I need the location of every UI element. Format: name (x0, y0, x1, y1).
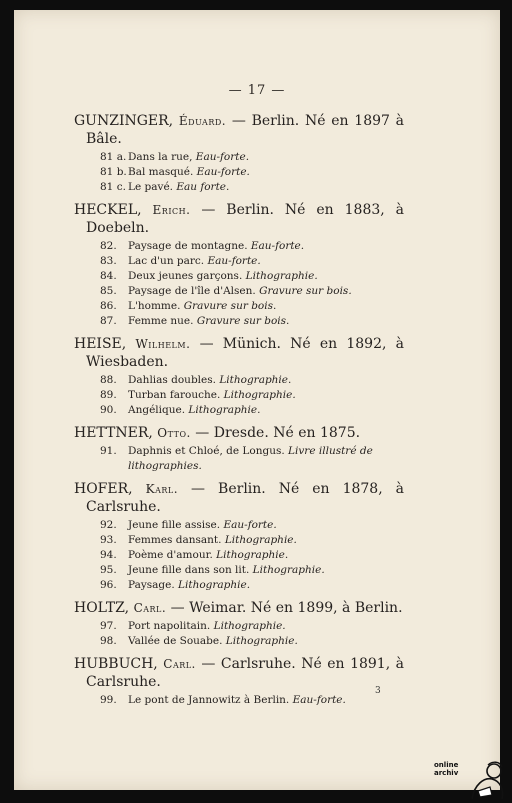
work-medium: Gravure sur bois. (259, 285, 352, 297)
artist-heading (74, 112, 404, 148)
work-medium: Eau-forte. (207, 255, 261, 267)
work-title: Lac d'un parc. (128, 255, 208, 267)
work-number: 95. (100, 564, 117, 576)
artist-first-name: Karl. (145, 482, 179, 496)
work-medium: Lithographie. (188, 404, 261, 416)
work-title: Le pont de Jannowitz à Berlin. (128, 694, 293, 706)
artist-entry (74, 599, 404, 649)
works-list (74, 619, 404, 649)
artist-name: GUNZINGER, (74, 113, 174, 129)
artist-entry (74, 112, 404, 195)
artist-first-name: Erich. (152, 203, 191, 217)
catalogue-entries (74, 112, 404, 714)
artist-heading (74, 480, 404, 516)
artist-name: HECKEL, (74, 202, 142, 218)
work-title: Angélique. (128, 404, 189, 416)
works-list (74, 150, 404, 195)
work-item (74, 388, 404, 403)
artist-entry (74, 201, 404, 329)
work-item (74, 563, 404, 578)
artist-name: HOLTZ, (74, 600, 130, 616)
artist-heading (74, 655, 404, 691)
work-medium: Eau-forte. (250, 240, 305, 252)
work-title: Deux jeunes garçons. (128, 270, 246, 282)
archive-logo (434, 755, 512, 803)
document-page (14, 10, 500, 790)
work-medium: Eau-forte. (195, 151, 250, 163)
logo-line-2: archiv (434, 769, 459, 777)
work-medium: Gravure sur bois. (183, 300, 277, 312)
work-medium: Lithographie. (213, 620, 286, 632)
works-list (74, 239, 404, 329)
work-item (74, 254, 404, 269)
artist-first-name: Carl. (133, 601, 167, 615)
work-title: Bal masqué. (128, 166, 197, 178)
work-item (74, 403, 404, 418)
work-item (74, 314, 404, 329)
work-item (74, 548, 404, 563)
work-title: Paysage de l'île d'Alsen. (128, 285, 260, 297)
work-medium: Lithographie. (178, 579, 251, 591)
work-title: Daphnis et Chloé, de Longus. (128, 445, 289, 457)
work-number: 81 c. (100, 181, 126, 193)
work-number: 92. (100, 519, 117, 531)
work-medium: Gravure sur bois. (196, 315, 290, 327)
artist-heading (74, 201, 404, 237)
work-medium: Lithographie. (219, 374, 292, 386)
artist-first-name: Otto. (157, 426, 191, 440)
work-number: 94. (100, 549, 117, 561)
work-number: 93. (100, 534, 117, 546)
work-title: Dans la rue, (128, 151, 196, 163)
artist-name: HOFER, (74, 481, 133, 497)
work-number: 98. (100, 635, 117, 647)
artist-name: HETTNER, (74, 425, 153, 441)
works-list (74, 373, 404, 418)
artist-entry (74, 480, 404, 593)
works-list (74, 518, 404, 593)
work-number: 91. (100, 445, 117, 457)
work-number: 88. (100, 374, 117, 386)
work-medium: Eau-forte. (292, 694, 346, 706)
artist-first-name: Éduard. (178, 114, 227, 128)
artist-details: — Dresde. Né en 1875. (190, 425, 361, 441)
work-number: 87. (100, 315, 117, 327)
work-number: 90. (100, 404, 117, 416)
work-item (74, 533, 404, 548)
work-medium: Livre illustré de lithographies. (128, 445, 373, 472)
work-item (74, 239, 404, 254)
artist-name: HEISE, (74, 336, 127, 352)
work-item (74, 284, 404, 299)
artist-first-name: Carl. (163, 657, 196, 671)
artist-name: HUBBUCH, (74, 656, 158, 672)
artist-details: — Münich. Né en 1892, à Wiesbaden. (86, 336, 404, 370)
work-medium: Lithographie. (223, 389, 296, 401)
work-item (74, 165, 404, 180)
work-item (74, 150, 404, 165)
page-number: — 17 — (228, 83, 286, 98)
work-title: L'homme. (128, 300, 184, 312)
work-medium: Eau forte. (176, 181, 230, 193)
work-item (74, 578, 404, 593)
work-title: Femme nue. (128, 315, 197, 327)
signature-mark: 3 (375, 686, 381, 696)
artist-entry (74, 335, 404, 418)
work-number: 85. (100, 285, 117, 297)
artist-details: — Carlsruhe. Né en 1891, à Carlsruhe. (86, 656, 404, 690)
work-title: Dahlias doubles. (128, 374, 220, 386)
work-title: Paysage. (128, 579, 179, 591)
reader-figure-icon (434, 755, 512, 803)
artist-details: — Weimar. Né en 1899, à Berlin. (166, 600, 403, 616)
work-item (74, 180, 404, 195)
work-item (74, 518, 404, 533)
work-medium: Eau-forte. (223, 519, 277, 531)
work-item (74, 619, 404, 634)
work-title: Port napolitain. (128, 620, 214, 632)
work-number: 81 b. (100, 166, 127, 178)
work-number: 84. (100, 270, 117, 282)
artist-entry (74, 424, 404, 474)
work-number: 97. (100, 620, 117, 632)
work-medium: Lithographie. (216, 549, 289, 561)
work-number: 86. (100, 300, 117, 312)
work-title: Le pavé. (128, 181, 177, 193)
work-medium: Eau-forte. (196, 166, 250, 178)
work-medium: Lithographie. (252, 564, 325, 576)
work-medium: Lithographie. (245, 270, 318, 282)
artist-entry (74, 655, 404, 708)
work-title: Turban farouche. (128, 389, 224, 401)
artist-details: — Berlin. Né en 1897 à Bâle. (86, 113, 405, 147)
work-title: Vallée de Souabe. (128, 635, 226, 647)
work-number: 81 a. (100, 151, 127, 163)
work-number: 82. (100, 240, 117, 252)
work-item (74, 373, 404, 388)
artist-heading (74, 335, 404, 371)
works-list (74, 444, 404, 474)
work-number: 89. (100, 389, 117, 401)
work-title: Paysage de montagne. (128, 240, 251, 252)
work-medium: Lithographie. (224, 534, 297, 546)
work-number: 96. (100, 579, 117, 591)
logo-line-1: online (434, 761, 459, 769)
work-title: Femmes dansant. (128, 534, 225, 546)
work-medium: Lithographie. (225, 635, 298, 647)
work-item (74, 444, 404, 474)
work-item (74, 693, 404, 708)
works-list (74, 693, 404, 708)
work-item (74, 634, 404, 649)
work-title: Poème d'amour. (128, 549, 217, 561)
work-number: 83. (100, 255, 117, 267)
work-title: Jeune fille dans son lit. (128, 564, 253, 576)
artist-heading (74, 599, 404, 617)
artist-details: — Berlin. Né en 1883, à Doebeln. (86, 202, 405, 236)
work-item (74, 299, 404, 314)
artist-first-name: Wilhelm. (135, 337, 191, 351)
work-title: Jeune fille assise. (128, 519, 224, 531)
artist-details: — Berlin. Né en 1878, à Carlsruhe. (86, 481, 405, 515)
work-number: 99. (100, 694, 117, 706)
work-item (74, 269, 404, 284)
artist-heading (74, 424, 404, 442)
